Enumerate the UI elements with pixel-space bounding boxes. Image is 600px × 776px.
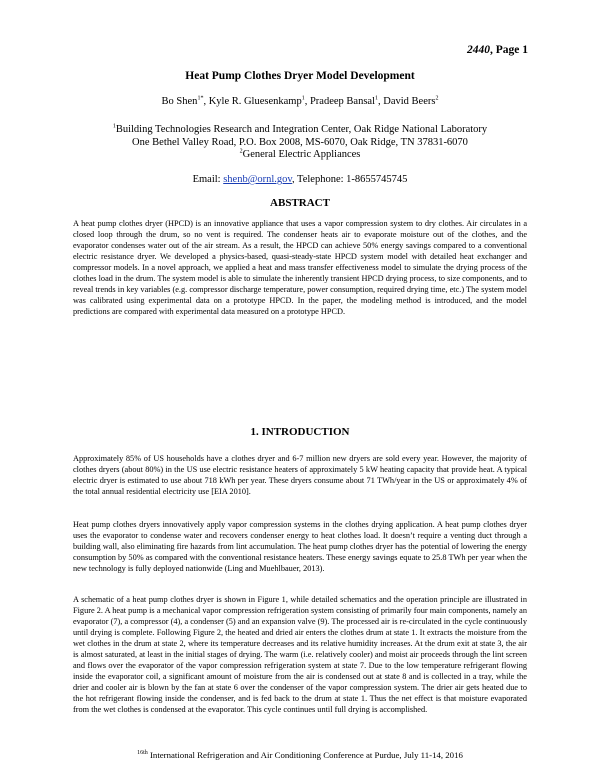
author-name: David Beers xyxy=(383,96,436,107)
author-affiliation-mark: 1 xyxy=(301,95,305,102)
abstract-heading: ABSTRACT xyxy=(270,197,330,209)
footer-edition-ordinal: th xyxy=(143,750,148,757)
intro-paragraph-1: Approximately 85% of US households have a clothes dryer and 6-7 million new dryers are sold every year. However, the majority of clothes dryers (about 80%) in the US use electric resistance heaters of approximately 5 kW heating capacity that provide heat. A typical electric dryer is estimated to use about 718 kWh per year. These dryers consume about 71 TWh/year in the US or approximately 4% of the total annual residential electricity use [EIA 2010]. xyxy=(73,454,527,496)
affiliation-1-line-2: One Bethel Valley Road, P.O. Box 2008, MS-6070, Oak Ridge, TN 37831-6070 xyxy=(132,136,468,148)
affiliations xyxy=(0,124,600,162)
page-number xyxy=(467,44,528,56)
email-label: Email: xyxy=(192,174,224,185)
footer-text: International Refrigeration and Air Conditioning Conference at Purdue, July 11-14, 2016 xyxy=(147,750,463,760)
author-name: Bo Shen xyxy=(161,96,198,107)
page-number-value: 2440 xyxy=(466,44,490,56)
author-affiliation-mark: 1 xyxy=(375,95,378,102)
intro-paragraph-3: A schematic of a heat pump clothes dryer is shown in Figure 1, while detailed schematics and the operation principle are illustrated in Figure 2. A heat pump is a mechanical vapor compression refrigeration system consisting of primarily four main components, namely an evaporator (7), a compressor (4), a condenser (5) and an expansion valve (9). The processed air is re-circulated in the cycle continuously until drying is complete. Following Figure 2, the heated and dried air enters the clothes drum at state 1. It extracts the moisture from the wet clothes in the drum at state 2, where its temperature decreases and its relative humidity increases. At the drum exit at state 3, the air is almost saturated, at least in the initial stages of drying. The warm (i.e. relatively cooler) and moist air proceeds through the lint screen and flows over the evaporator of the vapor compression refrigeration system at state 7. Due to the low temperature refrigerant flowing inside the evaporator coil, a significant amount of moisture from the air is condensed out at state 8 and is collected in a tray, while the drier and cooler air is blown by the fan at state 6 over the condenser of the vapor compression system. The drier air gets heated due to the hot refrigerant flowing inside the condenser, and is fed back to the drum at state 1. Thus the net effect is that moisture evaporated from the wet clothes is condensed at the evaporator. This cycle continues until full drying is accomplished. xyxy=(73,595,527,714)
author-affiliation-mark: 2 xyxy=(435,95,439,102)
paper-title: Heat Pump Clothes Dryer Model Development xyxy=(185,70,415,82)
abstract-text: A heat pump clothes dryer (HPCD) is an innovative appliance that uses a vapor compression system to dry clothes. Air circulates in a closed loop through the drum, so no vent is required. The condenser heats air to evaporate moisture out of the clothes, and the evaporator condenses water out of the air stream. As a result, the HPCD can achieve 50% energy savings compared to a conventional electric resistance dryer. We developed a physics-based, quasi-steady-state HPCD system model with detailed heat exchanger and compressor models. In a novel approach, we applied a heat and mass transfer effectiveness model to simulate the drying process of the clothes load in the drum. The system model is able to simulate the inherently transient HPCD drying process, to size components, and to reveal trends in key variables (e.g. compressor discharge temperature, power consumption, required drying time, etc.) The system model was calibrated using experimental data on a prototype HPCD. In the paper, the modeling method is introduced, and the model predictions are compared with experimental data measured on a prototype HPCD. xyxy=(73,219,527,316)
affiliation-mark: 1 xyxy=(112,123,116,130)
author-affiliation-mark: 1* xyxy=(197,95,204,102)
introduction-heading: 1. INTRODUCTION xyxy=(250,426,350,438)
email-link[interactable]: shenb@ornl.gov xyxy=(223,174,292,185)
intro-paragraph-2: Heat pump clothes dryers innovatively apply vapor compression systems in the clothes drying application. A heat pump clothes dryer uses the evaporator to condense water and recovers condenser energy to heat clothes load. It doesn’t require a venting duct through a building wall, also eliminating fire hazards from lint accumulation. The heat pump clothes dryer has the potential of lowering the energy consumption by 50% as compared with the conventional resistance heaters. These energy savings equate to 25.8 TWh per year when the new technology is fully deployed nationwide (Ling and Muehlbauer, 2013). xyxy=(73,520,527,573)
telephone: , Telephone: 1-8655745745 xyxy=(291,174,408,185)
author-name: Pradeep Bansal xyxy=(309,96,375,107)
affiliation-2: $^2$General Electric Appliances xyxy=(239,148,361,160)
footer-edition-number: 16 xyxy=(137,750,144,757)
affiliation-1-line-1: $^1$Building Technologies Research and Integration Center, Oak Ridge National Laboratory xyxy=(112,123,488,135)
page-footer xyxy=(0,750,600,760)
contact-line xyxy=(0,174,600,185)
affiliation-mark: 2 xyxy=(239,148,243,155)
author-list: Bo Shen$^{1*}$, Kyle R. Gluesenkamp$^1$, Pradeep Bansal$^1$, David Beers$^2$ xyxy=(161,95,439,107)
author-name: Kyle R. Gluesenkamp xyxy=(208,96,302,107)
page-number-label: , Page 1 xyxy=(489,44,528,56)
